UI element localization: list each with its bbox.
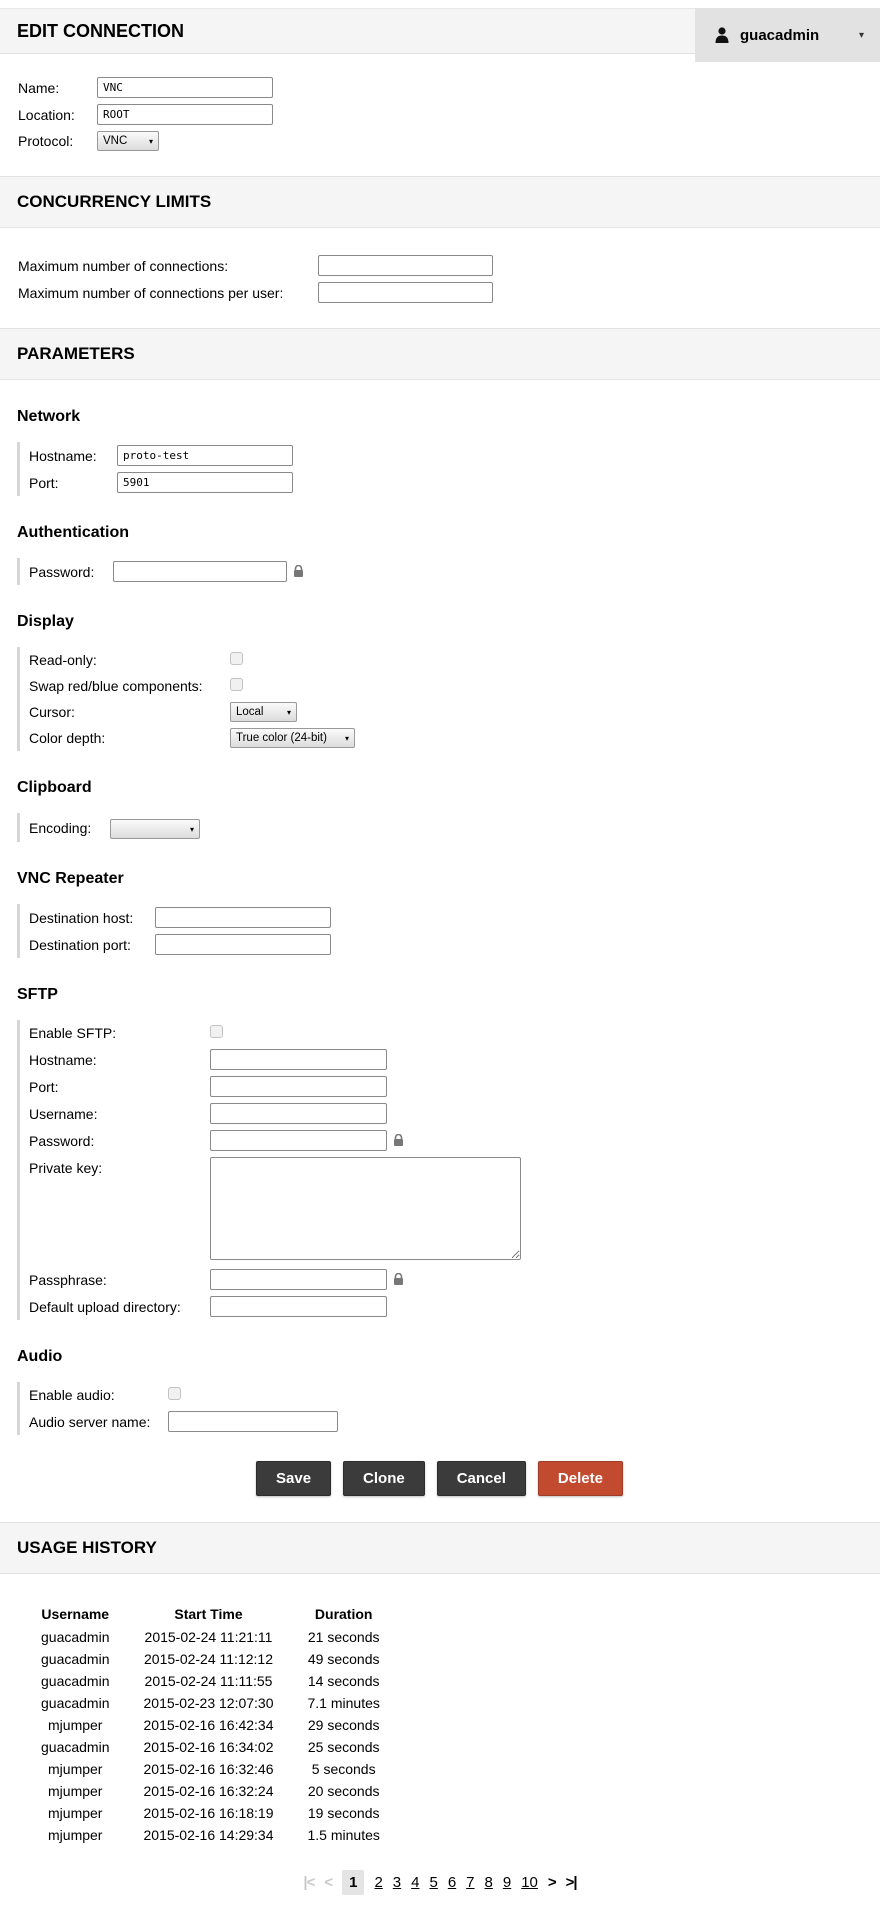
username-cell: mjumper — [48, 1717, 103, 1733]
user-icon — [713, 26, 731, 44]
enable-audio-label: Enable audio: — [29, 1387, 115, 1403]
usage-history-section-title: USAGE HISTORY — [17, 1538, 157, 1557]
readonly-row — [29, 647, 355, 673]
location-input[interactable] — [97, 104, 273, 125]
passphrase-label: Passphrase: — [29, 1271, 107, 1288]
next-page-button[interactable]: > — [547, 1874, 556, 1891]
concurrency-section-title: CONCURRENCY LIMITS — [17, 192, 212, 211]
sftp-username-input[interactable] — [210, 1103, 387, 1124]
usage-history-header-row — [24, 1602, 397, 1626]
readonly-checkbox[interactable] — [230, 652, 243, 665]
sftp-password-row — [29, 1127, 521, 1154]
cursor-select[interactable] — [230, 702, 297, 722]
lock-icon — [393, 1134, 404, 1147]
start-time-cell: 2015-02-16 16:42:34 — [143, 1717, 274, 1733]
max-connections-input[interactable] — [318, 255, 493, 276]
duration-cell: 20 seconds — [307, 1783, 380, 1799]
destination-port-row — [29, 931, 331, 958]
table-row — [24, 1714, 397, 1736]
max-connections-per-user-row — [18, 279, 493, 306]
audio-group-title: Audio — [17, 1348, 63, 1365]
duration-cell: 14 seconds — [307, 1673, 380, 1689]
cursor-label: Cursor: — [29, 704, 75, 720]
clipboard-group — [17, 813, 880, 842]
audio-group — [17, 1382, 880, 1435]
clone-button[interactable]: Clone — [343, 1461, 425, 1496]
port-row — [29, 469, 293, 496]
table-row — [24, 1670, 397, 1692]
vnc-repeater-group — [17, 904, 880, 958]
table-row — [24, 1692, 397, 1714]
lock-icon — [393, 1273, 404, 1286]
start-time-cell: 2015-02-16 16:18:19 — [143, 1805, 274, 1821]
color-depth-select[interactable] — [230, 728, 355, 748]
table-row — [24, 1626, 397, 1648]
authentication-group-title: Authentication — [17, 524, 129, 541]
hostname-row — [29, 442, 293, 469]
lock-icon — [293, 565, 304, 578]
network-group-title: Network — [17, 408, 81, 425]
authentication-group — [17, 558, 880, 585]
column-header-username: Username — [41, 1606, 110, 1622]
destination-port-label: Destination port: — [29, 936, 131, 953]
usage-history-table — [24, 1602, 397, 1846]
start-time-cell: 2015-02-24 11:12:12 — [144, 1651, 273, 1667]
duration-cell: 5 seconds — [311, 1761, 376, 1777]
page-link-8[interactable]: 8 — [484, 1874, 493, 1891]
hostname-input[interactable] — [117, 445, 293, 466]
name-input[interactable] — [97, 77, 273, 98]
cursor-row — [29, 699, 355, 725]
max-connections-per-user-label: Maximum number of connections per user: — [18, 284, 284, 301]
private-key-label: Private key: — [29, 1160, 103, 1176]
sftp-group — [17, 1020, 880, 1320]
enable-sftp-label: Enable SFTP: — [29, 1025, 117, 1041]
column-header-start-time: Start Time — [174, 1606, 243, 1622]
start-time-cell: 2015-02-24 11:21:11 — [144, 1629, 273, 1645]
audio-server-row — [29, 1408, 338, 1435]
table-row — [24, 1780, 397, 1802]
color-depth-row — [29, 725, 355, 751]
save-button[interactable]: Save — [256, 1461, 331, 1496]
color-depth-select-value: True color (24-bit) — [236, 732, 327, 744]
parameters-section-header — [0, 328, 880, 380]
enable-audio-checkbox[interactable] — [168, 1387, 181, 1400]
max-connections-label: Maximum number of connections: — [18, 257, 229, 274]
current-page[interactable]: 1 — [342, 1870, 364, 1895]
destination-host-input[interactable] — [155, 907, 331, 928]
sftp-username-label: Username: — [29, 1105, 98, 1122]
name-label: Name: — [18, 79, 60, 96]
username-cell: mjumper — [48, 1805, 103, 1821]
duration-cell: 19 seconds — [307, 1805, 380, 1821]
username-cell: mjumper — [48, 1783, 103, 1799]
page-link-9[interactable]: 9 — [502, 1874, 512, 1891]
port-label: Port: — [29, 474, 59, 491]
username-cell: guacadmin — [41, 1695, 110, 1711]
passphrase-row — [29, 1266, 521, 1293]
duration-cell: 1.5 minutes — [307, 1827, 380, 1843]
port-input[interactable] — [117, 472, 293, 493]
enable-sftp-checkbox[interactable] — [210, 1025, 223, 1038]
page-title: EDIT CONNECTION — [17, 20, 185, 41]
username-cell: mjumper — [48, 1827, 103, 1843]
page-link-4[interactable]: 4 — [411, 1874, 420, 1891]
table-row — [24, 1736, 397, 1758]
page-link-6[interactable]: 6 — [447, 1874, 457, 1891]
encoding-label: Encoding: — [29, 819, 92, 836]
destination-port-input[interactable] — [155, 934, 331, 955]
destination-host-label: Destination host: — [29, 909, 134, 926]
start-time-cell: 2015-02-16 16:32:24 — [143, 1783, 274, 1799]
form-action-buttons — [256, 1461, 880, 1496]
sftp-port-row — [29, 1073, 521, 1100]
enable-sftp-row — [29, 1020, 521, 1046]
display-group-title: Display — [17, 613, 74, 630]
encoding-select[interactable] — [110, 819, 200, 839]
duration-cell: 21 seconds — [307, 1629, 380, 1645]
enable-audio-row — [29, 1382, 338, 1408]
duration-cell: 7.1 minutes — [307, 1695, 380, 1711]
max-connections-per-user-input[interactable] — [318, 282, 493, 303]
username-cell: guacadmin — [41, 1629, 110, 1645]
pagination — [0, 1870, 880, 1895]
user-menu-button[interactable] — [695, 8, 880, 62]
destination-host-row — [29, 904, 331, 931]
chevron-down-icon: ▾ — [858, 29, 864, 41]
connection-basic-fields — [18, 74, 880, 154]
usage-history-section-header — [0, 1522, 880, 1574]
cancel-button[interactable]: Cancel — [437, 1461, 526, 1496]
select-caret-icon: ▾ — [148, 136, 153, 146]
select-caret-icon: ▾ — [189, 824, 194, 834]
audio-server-label: Audio server name: — [29, 1413, 151, 1430]
private-key-textarea[interactable] — [210, 1157, 521, 1260]
passphrase-input[interactable] — [210, 1269, 387, 1290]
location-label: Location: — [18, 106, 75, 123]
sftp-port-label: Port: — [29, 1078, 59, 1095]
start-time-cell: 2015-02-16 16:32:46 — [143, 1761, 274, 1777]
sftp-username-row — [29, 1100, 521, 1127]
username-cell: guacadmin — [41, 1739, 110, 1755]
select-caret-icon: ▾ — [344, 733, 349, 743]
page-link-10[interactable]: 10 — [521, 1874, 538, 1891]
sftp-group-title: SFTP — [17, 986, 58, 1003]
username-cell: guacadmin — [41, 1651, 110, 1667]
cursor-select-value: Local — [236, 706, 264, 718]
table-row — [24, 1802, 397, 1824]
username-cell: mjumper — [48, 1761, 103, 1777]
protocol-label: Protocol: — [18, 133, 74, 149]
concurrency-section-header — [0, 176, 880, 228]
sftp-hostname-row — [29, 1046, 521, 1073]
start-time-cell: 2015-02-16 14:29:34 — [143, 1827, 274, 1843]
last-page-button[interactable]: >| — [565, 1874, 577, 1891]
upload-directory-label: Default upload directory: — [29, 1298, 181, 1315]
password-input[interactable] — [113, 561, 287, 582]
password-row — [29, 558, 304, 585]
duration-cell: 49 seconds — [307, 1651, 380, 1667]
private-key-row — [29, 1154, 521, 1266]
location-row — [18, 101, 273, 128]
sftp-password-label: Password: — [29, 1132, 95, 1149]
display-group — [17, 647, 880, 751]
vnc-repeater-group-title: VNC Repeater — [17, 870, 124, 887]
swap-components-checkbox[interactable] — [230, 678, 243, 691]
table-row — [24, 1824, 397, 1846]
upload-directory-input[interactable] — [210, 1296, 387, 1317]
name-row — [18, 74, 273, 101]
parameters-section-title: PARAMETERS — [17, 344, 135, 363]
sftp-hostname-input[interactable] — [210, 1049, 387, 1070]
sftp-password-input[interactable] — [210, 1130, 387, 1151]
encoding-row — [29, 813, 200, 842]
hostname-label: Hostname: — [29, 447, 97, 464]
username-cell: guacadmin — [41, 1673, 110, 1689]
concurrency-fields — [18, 252, 880, 306]
sftp-port-input[interactable] — [210, 1076, 387, 1097]
column-header-duration: Duration — [314, 1606, 373, 1622]
password-label: Password: — [29, 563, 95, 580]
start-time-cell: 2015-02-16 16:34:02 — [143, 1739, 274, 1755]
page-link-3[interactable]: 3 — [392, 1874, 402, 1891]
previous-page-button[interactable]: < — [324, 1874, 333, 1891]
start-time-cell: 2015-02-23 12:07:30 — [143, 1695, 274, 1711]
start-time-cell: 2015-02-24 11:11:55 — [144, 1673, 273, 1689]
delete-button[interactable]: Delete — [538, 1461, 623, 1496]
duration-cell: 25 seconds — [307, 1739, 380, 1755]
user-name: guacadmin — [740, 26, 820, 44]
protocol-select-value: VNC — [103, 135, 128, 147]
swap-components-row — [29, 673, 355, 699]
protocol-select[interactable] — [97, 131, 159, 151]
swap-components-label: Swap red/blue components: — [29, 678, 203, 694]
upload-directory-row — [29, 1293, 521, 1320]
select-caret-icon: ▾ — [286, 707, 291, 717]
table-row — [24, 1758, 397, 1780]
sftp-hostname-label: Hostname: — [29, 1051, 97, 1068]
protocol-row — [18, 128, 273, 154]
color-depth-label: Color depth: — [29, 730, 106, 746]
audio-server-input[interactable] — [168, 1411, 338, 1432]
page-link-7[interactable]: 7 — [466, 1874, 475, 1891]
table-row — [24, 1648, 397, 1670]
network-group — [17, 442, 880, 496]
first-page-button[interactable]: |< — [303, 1874, 315, 1891]
max-connections-row — [18, 252, 493, 279]
page-link-2[interactable]: 2 — [374, 1874, 383, 1891]
page-link-5[interactable]: 5 — [429, 1874, 438, 1891]
readonly-label: Read-only: — [29, 652, 97, 668]
clipboard-group-title: Clipboard — [17, 779, 92, 796]
duration-cell: 29 seconds — [307, 1717, 380, 1733]
